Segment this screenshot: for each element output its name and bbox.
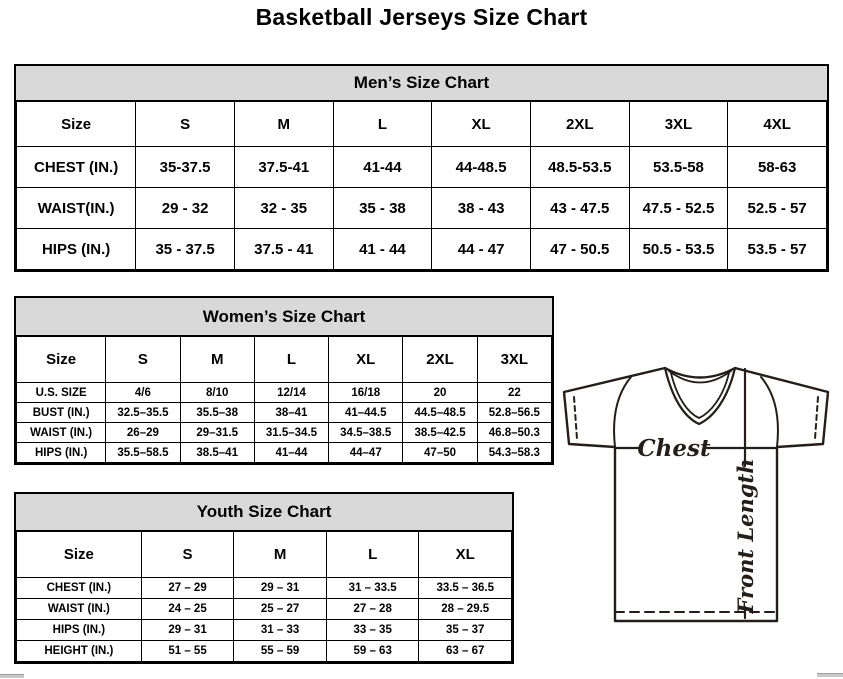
womens-size-chart — [14, 296, 554, 465]
size-value-cell: 47 - 50.5 — [530, 229, 629, 270]
size-value-cell: 33 – 35 — [326, 620, 419, 641]
row-label: CHEST (IN.) — [17, 578, 142, 599]
table-row — [17, 229, 827, 270]
row-label: HIPS (IN.) — [17, 229, 136, 270]
size-value-cell: 46.8–50.3 — [477, 423, 551, 443]
table-row — [17, 578, 512, 599]
size-value-cell: 44.5–48.5 — [403, 403, 477, 423]
size-value-cell: 31.5–34.5 — [254, 423, 328, 443]
size-header-cell: L — [326, 532, 419, 578]
table-row — [17, 403, 552, 423]
size-value-cell: 48.5-53.5 — [530, 147, 629, 188]
size-value-cell: 38–41 — [254, 403, 328, 423]
size-value-cell: 38.5–41 — [180, 443, 254, 463]
jersey-measurement-diagram — [557, 360, 840, 632]
size-value-cell: 33.5 – 36.5 — [419, 578, 512, 599]
size-value-cell: 29 – 31 — [141, 620, 234, 641]
jersey-outline — [564, 368, 828, 621]
size-value-cell: 12/14 — [254, 383, 328, 403]
size-column-label: Size — [17, 337, 106, 383]
size-header-cell: 3XL — [477, 337, 551, 383]
scrollbar-fragment-right[interactable] — [817, 673, 843, 677]
size-value-cell: 53.5 - 57 — [728, 229, 827, 270]
size-value-cell: 32 - 35 — [234, 188, 333, 229]
womens-size-table — [16, 336, 552, 463]
size-value-cell: 54.3–58.3 — [477, 443, 551, 463]
mens-size-table — [16, 101, 827, 270]
size-header-cell: S — [136, 102, 235, 147]
size-value-cell: 35 – 37 — [419, 620, 512, 641]
table-row — [17, 147, 827, 188]
table-row — [17, 443, 552, 463]
table-row — [17, 423, 552, 443]
size-value-cell: 28 – 29.5 — [419, 599, 512, 620]
size-value-cell: 41 - 44 — [333, 229, 432, 270]
size-value-cell: 63 – 67 — [419, 641, 512, 662]
size-value-cell: 44-48.5 — [432, 147, 531, 188]
size-value-cell: 52.5 - 57 — [728, 188, 827, 229]
size-header-cell: XL — [432, 102, 531, 147]
youth-table-title: Youth Size Chart — [16, 494, 512, 531]
size-value-cell: 52.8–56.5 — [477, 403, 551, 423]
left-armhole-seam — [614, 377, 631, 447]
size-value-cell: 35.5–38 — [180, 403, 254, 423]
row-label: CHEST (IN.) — [17, 147, 136, 188]
size-value-cell: 35 - 37.5 — [136, 229, 235, 270]
row-label: HIPS (IN.) — [17, 620, 142, 641]
size-value-cell: 32.5–35.5 — [106, 403, 180, 423]
row-label: HIPS (IN.) — [17, 443, 106, 463]
youth-size-chart — [14, 492, 514, 664]
size-value-cell: 43 - 47.5 — [530, 188, 629, 229]
size-value-cell: 20 — [403, 383, 477, 403]
size-header-cell: 2XL — [403, 337, 477, 383]
size-header-cell: XL — [419, 532, 512, 578]
size-value-cell: 27 – 29 — [141, 578, 234, 599]
size-value-cell: 41–44 — [254, 443, 328, 463]
size-value-cell: 31 – 33 — [234, 620, 327, 641]
scrollbar-fragment-left[interactable] — [0, 674, 24, 678]
size-value-cell: 51 – 55 — [141, 641, 234, 662]
womens-table-title: Women’s Size Chart — [16, 298, 552, 336]
size-value-cell: 26–29 — [106, 423, 180, 443]
right-armhole-seam — [761, 377, 778, 447]
size-header-cell: XL — [329, 337, 403, 383]
row-label: WAIST(IN.) — [17, 188, 136, 229]
size-value-cell: 41–44.5 — [329, 403, 403, 423]
size-header-row — [17, 532, 512, 578]
size-value-cell: 34.5–38.5 — [329, 423, 403, 443]
size-value-cell: 22 — [477, 383, 551, 403]
size-header-row — [17, 102, 827, 147]
size-value-cell: 38.5–42.5 — [403, 423, 477, 443]
table-row — [17, 599, 512, 620]
size-header-cell: S — [106, 337, 180, 383]
size-value-cell: 35-37.5 — [136, 147, 235, 188]
size-column-label: Size — [17, 102, 136, 147]
row-label: WAIST (IN.) — [17, 423, 106, 443]
collar-inner-v — [671, 373, 729, 418]
size-value-cell: 29–31.5 — [180, 423, 254, 443]
size-value-cell: 53.5-58 — [629, 147, 728, 188]
size-value-cell: 29 - 32 — [136, 188, 235, 229]
size-value-cell: 50.5 - 53.5 — [629, 229, 728, 270]
mens-size-chart — [14, 64, 829, 272]
size-header-cell: L — [333, 102, 432, 147]
right-sleeve-dashed-line — [815, 397, 818, 439]
left-sleeve-dashed-line — [574, 397, 577, 439]
size-value-cell: 4/6 — [106, 383, 180, 403]
size-value-cell: 31 – 33.5 — [326, 578, 419, 599]
size-value-cell: 38 - 43 — [432, 188, 531, 229]
size-value-cell: 35 - 38 — [333, 188, 432, 229]
row-label: HEIGHT (IN.) — [17, 641, 142, 662]
size-value-cell: 25 – 27 — [234, 599, 327, 620]
size-header-cell: 2XL — [530, 102, 629, 147]
size-value-cell: 55 – 59 — [234, 641, 327, 662]
size-value-cell: 27 – 28 — [326, 599, 419, 620]
size-value-cell: 44–47 — [329, 443, 403, 463]
table-row — [17, 620, 512, 641]
table-row — [17, 641, 512, 662]
size-header-cell: 3XL — [629, 102, 728, 147]
size-value-cell: 41-44 — [333, 147, 432, 188]
row-label: U.S. SIZE — [17, 383, 106, 403]
row-label: BUST (IN.) — [17, 403, 106, 423]
size-header-row — [17, 337, 552, 383]
size-value-cell: 37.5-41 — [234, 147, 333, 188]
size-header-cell: M — [234, 102, 333, 147]
size-header-cell: 4XL — [728, 102, 827, 147]
size-header-cell: M — [234, 532, 327, 578]
size-value-cell: 24 – 25 — [141, 599, 234, 620]
size-value-cell: 59 – 63 — [326, 641, 419, 662]
size-value-cell: 58-63 — [728, 147, 827, 188]
chest-label: Chest — [637, 435, 711, 462]
size-value-cell: 37.5 - 41 — [234, 229, 333, 270]
size-value-cell: 35.5–58.5 — [106, 443, 180, 463]
size-value-cell: 47.5 - 52.5 — [629, 188, 728, 229]
size-value-cell: 44 - 47 — [432, 229, 531, 270]
front-length-label: Front Length — [733, 458, 758, 614]
page-title: Basketball Jerseys Size Chart — [255, 4, 588, 30]
size-header-cell: S — [141, 532, 234, 578]
size-value-cell: 29 – 31 — [234, 578, 327, 599]
size-value-cell: 47–50 — [403, 443, 477, 463]
youth-size-table — [16, 531, 512, 662]
table-row — [17, 383, 552, 403]
size-value-cell: 16/18 — [329, 383, 403, 403]
size-value-cell: 8/10 — [180, 383, 254, 403]
mens-table-title: Men’s Size Chart — [16, 66, 827, 101]
table-row — [17, 188, 827, 229]
size-header-cell: L — [254, 337, 328, 383]
row-label: WAIST (IN.) — [17, 599, 142, 620]
size-header-cell: M — [180, 337, 254, 383]
size-column-label: Size — [17, 532, 142, 578]
